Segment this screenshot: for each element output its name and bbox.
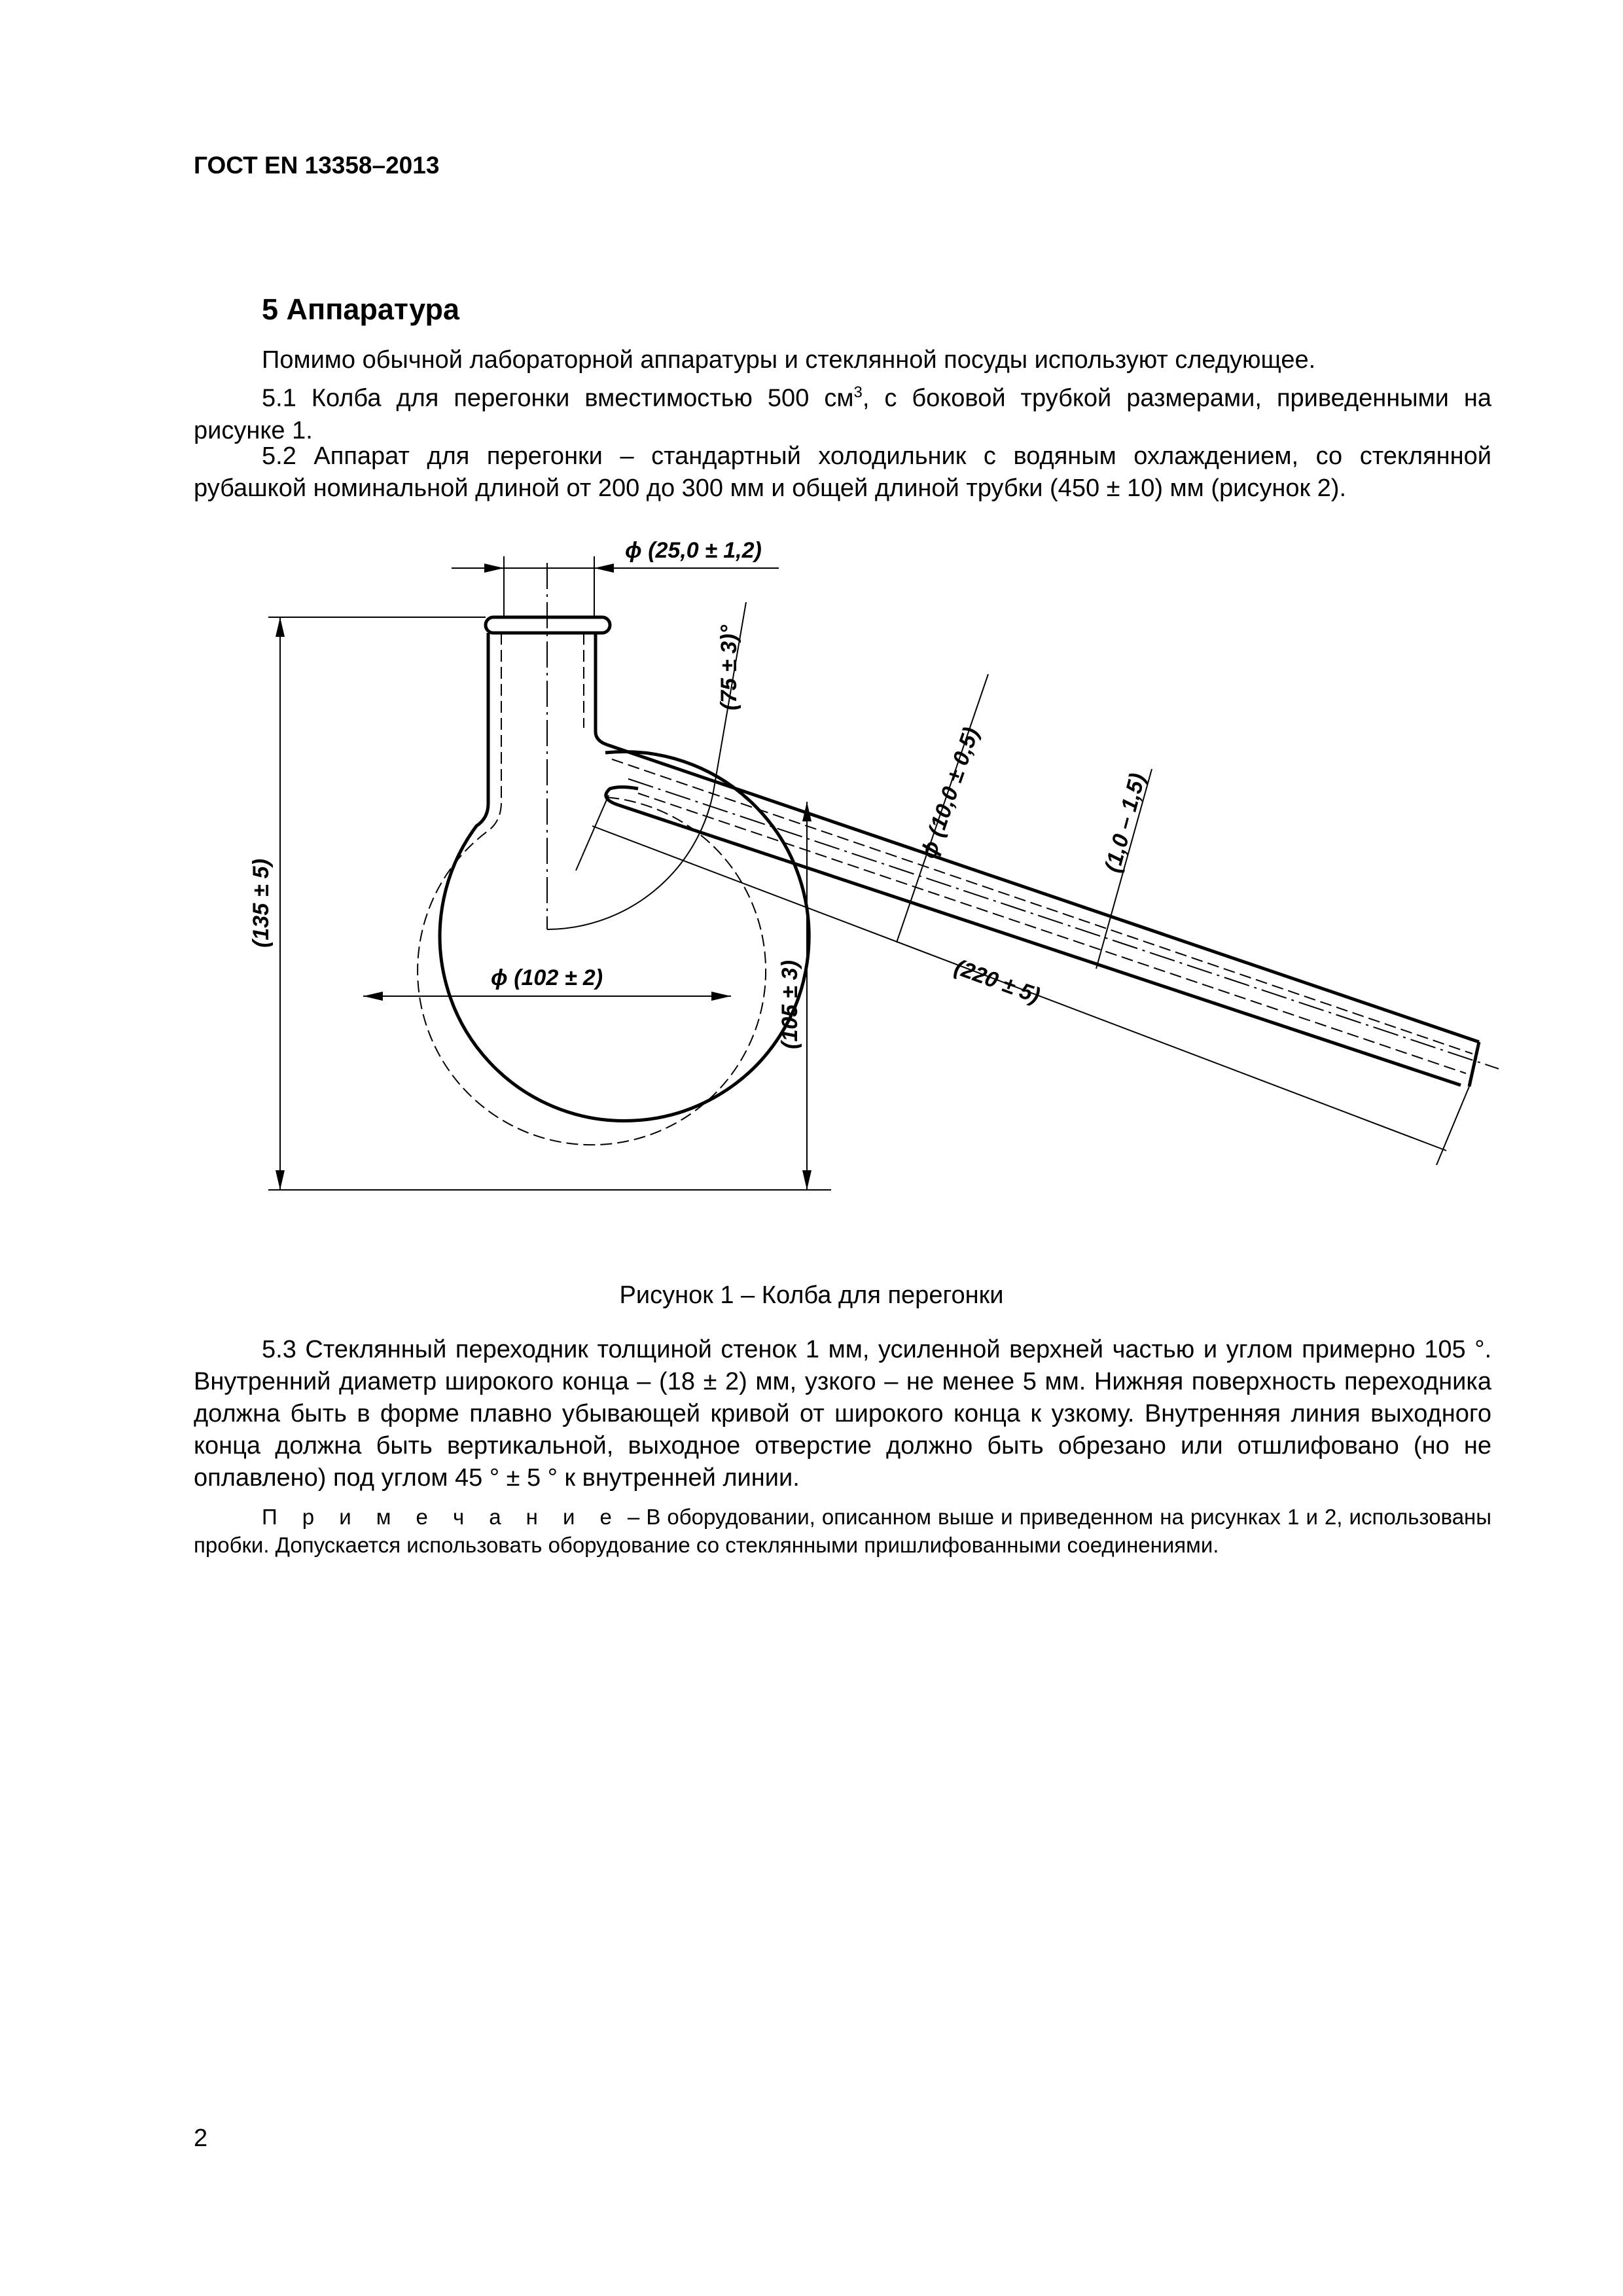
angle-arc [547,792,713,929]
total-height-label: (135 ± 5) [249,859,274,948]
note [194,1503,1491,1559]
flask-inner-wall [418,633,766,1145]
bulb-diameter-label: ϕ (102 ± 2) [491,965,603,990]
p53-text: 5.3 Стеклянный переходник толщиной стенок 1 мм, усиленной верхней частью и углом примерно 105 °. Внутренний диаметр широкого конца – (18 ± 2) мм, узкого – не менее 5 мм. Нижняя поверхность переходника должна быть в форме плавно убывающей кривой от широкого конца к узкому. Внутренняя линия выходного конца должна быть вертикальной, выходное отверстие должно быть обрезано или отшлифовано (но не оплавлено) под углом 45 ° ± 5 ° к внутренней линии. [194,1336,1491,1492]
side-tube-inner-upper [612,759,1472,1054]
neck-dim-arrow-right [594,564,614,573]
side-tube-end [1469,1042,1479,1086]
page-number: 2 [194,2125,208,2152]
section-title: 5 Аппаратура [262,293,460,326]
tube-length-label: (220 ± 5) [951,954,1044,1009]
bulb-dim-arrow-left [363,992,383,1001]
side-tube-inner-lower [638,793,1466,1073]
p52-text: 5.2 Аппарат для перегонки – стандартный холодильник с водяным охлаждением, со стеклянной рубашкой номинальной длиной от 200 до 300 мм и общей длиной трубки (450 ± 10) мм (рисунок 2). [194,442,1491,502]
neck-diameter-label: ϕ (25,0 ± 1,2) [625,538,762,563]
note-text: – В оборудовании, описанном выше и приведенном на рисунках 1 и 2, использованы пробки. Допускается использовать оборудование со стеклянными пришлифованными соединениями. [194,1505,1492,1557]
tube-height-arrow-bottom [802,1170,812,1190]
intro-text: Помимо обычной лабораторной аппаратуры и стеклянной посуды используют следующее. [262,346,1316,374]
note-label: П р и м е ч а н и е [262,1505,621,1529]
tube-diameter-label: ϕ (10,0 ± 0,5) [916,724,984,862]
document-header: ГОСТ EN 13358–2013 [194,152,440,179]
bulb-dim-arrow-right [711,992,731,1001]
tube-height-label: (105 ± 3) [777,960,802,1049]
height-dim-arrow-bottom [276,1170,285,1190]
p51-text-a: 5.1 Колба для перегонки вместимостью 500 см [262,384,854,412]
tube-length-ext-right [1436,1086,1469,1165]
paragraph-5-3 [194,1334,1491,1494]
tube-length-ext-left [576,795,609,870]
figure-caption: Рисунок 1 – Колба для перегонки [619,1282,1004,1309]
flask-neck-right-wall [596,633,607,745]
wall-thickness-label: (1,0 – 1,5) [1099,770,1150,875]
p51-text-b: , с боковой трубкой размерами, приведенными на рисунке 1. [194,384,1491,444]
angle-label: (75 ± 3)° [717,624,741,711]
height-dim-arrow-top [276,617,285,637]
neck-dim-arrow-left [484,564,504,573]
side-tube-lower-wall [618,805,1461,1085]
p51-superscript: 3 [853,384,863,401]
flask-outer-wall [440,633,809,1121]
